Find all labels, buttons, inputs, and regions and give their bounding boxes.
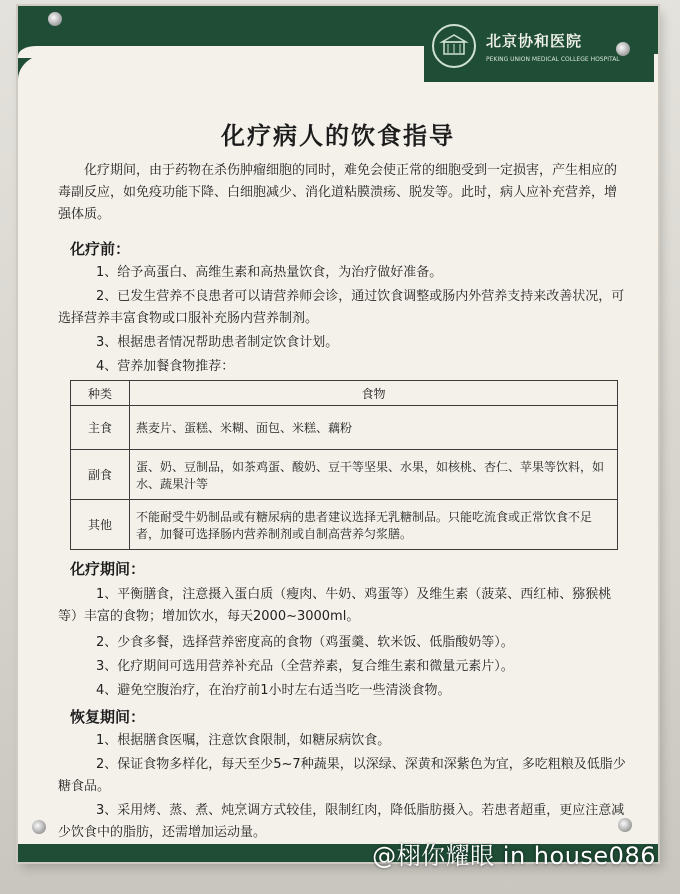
page-title: 化疗病人的饮食指导 xyxy=(221,122,455,150)
table-cell-category: 副食 xyxy=(71,450,130,500)
during-item: 2、少食多餐，选择营养密度高的食物（鸡蛋羹、软米饭、低脂酸奶等）。 xyxy=(96,635,514,650)
table-header-food: 食物 xyxy=(130,381,618,406)
watermark-text: @栩你耀眼 in house086 xyxy=(372,842,656,870)
during-item: 1、平衡膳食，注意摄入蛋白质（瘦肉、牛奶、鸡蛋等）及维生素（菠菜、西红柿、猕猴桃等）丰富的食物；增加饮水，每天2000~3000ml。 xyxy=(58,587,612,624)
during-item: 3、化疗期间可选用营养补充品（全营养素，复合维生素和微量元素片）。 xyxy=(96,659,514,674)
before-item: 1、给予高蛋白、高维生素和高热量饮食，为治疗做好准备。 xyxy=(96,265,443,280)
table-cell-category: 其他 xyxy=(71,500,130,550)
header-curve-inner xyxy=(18,46,438,58)
recovery-item: 1、根据膳食医嘱，注意饮食限制，如糖尿病饮食。 xyxy=(96,733,391,748)
before-item: 2、已发生营养不良患者可以请营养师会诊，通过饮食调整或肠内外营养支持来改善状况，可选择营养丰富食物或口服补充肠内营养制剂。 xyxy=(58,289,625,326)
notice-board xyxy=(18,6,658,862)
screw-icon xyxy=(616,42,630,56)
hospital-name-en: PEKING UNION MEDICAL COLLEGE HOSPITAL xyxy=(486,56,620,63)
table-cell-food: 不能耐受牛奶制品或有糖尿病的患者建议选择无乳糖制品。只能吃流食或正常饮食不足者，加餐可选择肠内营养制剂或自制高营养匀浆膳。 xyxy=(130,500,618,550)
table-header-category: 种类 xyxy=(71,381,130,406)
section-heading-before: 化疗前： xyxy=(70,240,131,258)
screw-icon xyxy=(48,12,62,26)
table-row xyxy=(71,450,618,500)
hospital-name-cn: 北京协和医院 xyxy=(486,32,583,50)
recovery-item: 3、采用烤、蒸、煮、炖烹调方式较佳，限制红肉，降低脂肪摄入。若患者超重，更应注意减少饮食中的脂肪，还需增加运动量。 xyxy=(58,803,625,840)
during-item: 4、避免空腹治疗，在治疗前1小时左右适当吃一些清淡食物。 xyxy=(96,683,451,698)
section-heading-during: 化疗期间： xyxy=(70,560,146,578)
hospital-emblem-icon xyxy=(432,24,476,68)
intro-paragraph: 化疗期间，由于药物在杀伤肿瘤细胞的同时，难免会使正常的细胞受到一定损害，产生相应的毒副反应，如免疫功能下降、白细胞减少、消化道粘膜溃疡、脱发等。此时，病人应补充营养，增强体质。 xyxy=(58,163,618,222)
food-recommendation-table xyxy=(70,380,618,550)
table-row xyxy=(71,406,618,450)
table-cell-food: 燕麦片、蛋糕、米糊、面包、米糕、藕粉 xyxy=(130,406,618,450)
table-header-row xyxy=(71,381,618,406)
table-row xyxy=(71,500,618,550)
table-cell-food: 蛋、奶、豆制品，如茶鸡蛋、酸奶、豆干等坚果、水果，如核桃、杏仁、苹果等饮料，如水、蔬果汁等 xyxy=(130,450,618,500)
recovery-item: 2、保证食物多样化，每天至少5~7种蔬果，以深绿、深黄和深紫色为宜，多吃粗粮及低脂少糖食品。 xyxy=(58,757,626,794)
before-item: 4、营养加餐食物推荐： xyxy=(96,359,235,374)
section-heading-recovery: 恢复期间： xyxy=(70,708,146,726)
table-cell-category: 主食 xyxy=(71,406,130,450)
before-item: 3、根据患者情况帮助患者制定饮食计划。 xyxy=(96,335,339,350)
screw-icon xyxy=(32,820,46,834)
